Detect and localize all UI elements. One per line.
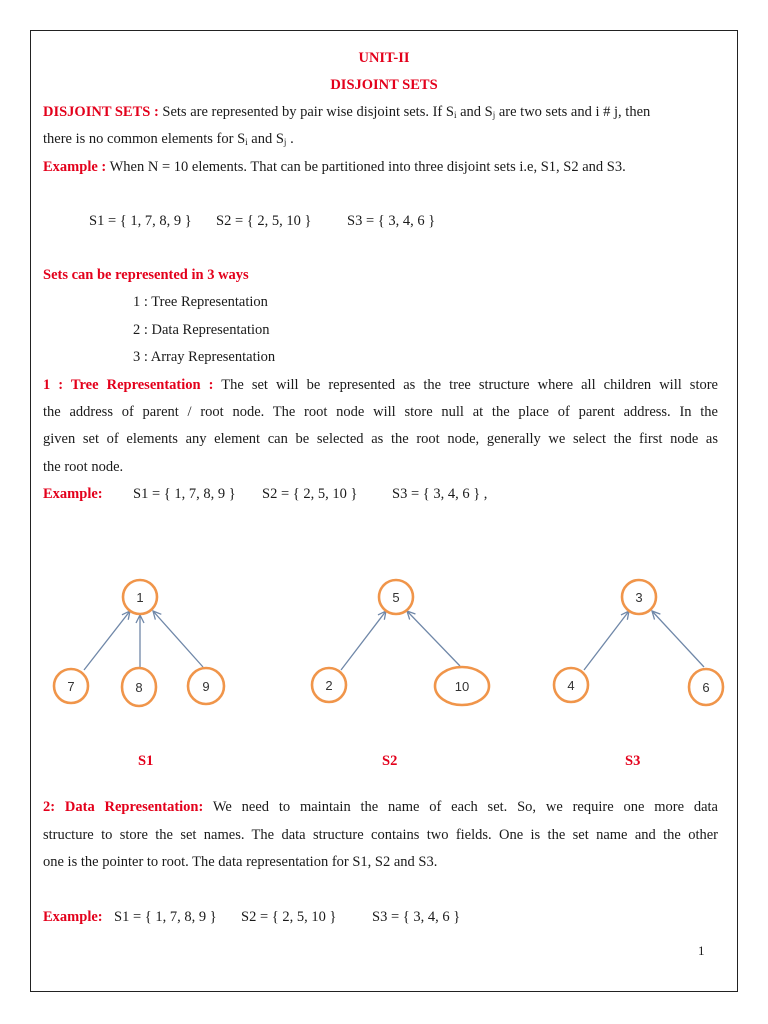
intro-text: . (286, 131, 294, 147)
edge-10-5 (407, 611, 460, 666)
tree-rep-line-4: the root node. (43, 459, 124, 475)
edge-6-3 (652, 611, 704, 667)
tree-s3 (554, 580, 723, 705)
node-label: 3 (635, 590, 643, 605)
tree-rep-text: The set will be represented as the tree structure where all children will store (221, 377, 718, 393)
node-label: 7 (67, 679, 75, 694)
node-label: 8 (135, 680, 143, 695)
example-2-s3: S3 = { 3, 4, 6 } , (392, 486, 488, 502)
set-s1: S1 = { 1, 7, 8, 9 } (89, 213, 192, 229)
set-s3: S3 = { 3, 4, 6 } (347, 213, 436, 229)
tree-s2 (312, 580, 489, 705)
example-3-s1: S1 = { 1, 7, 8, 9 } (114, 909, 217, 925)
tree-rep-line-3: given set of elements any element can be selected as the root node, generally we select the first node as (43, 431, 718, 447)
intro-text: and S (456, 104, 493, 120)
data-rep-line-1 (43, 798, 718, 816)
tree-label-s3: S3 (625, 753, 641, 769)
data-rep-line-2: structure to store the set names. The data structure contains two fields. One is the set name and the other (43, 827, 718, 843)
example-2-s2: S2 = { 2, 5, 10 } (262, 486, 358, 502)
node-label: 10 (454, 679, 470, 694)
edge-9-1 (153, 611, 203, 667)
example-3-label: Example: (43, 909, 103, 925)
ways-item: 1 : Tree Representation (133, 294, 268, 310)
ways-heading: Sets can be represented in 3 ways (43, 267, 249, 283)
tree-label-s2: S2 (382, 753, 398, 769)
subscript: i (245, 137, 248, 147)
example-label: Example : (43, 159, 107, 175)
example-3-s2: S2 = { 2, 5, 10 } (241, 909, 337, 925)
edge-7-1 (84, 611, 130, 670)
edge-4-3 (584, 611, 629, 670)
intro-label: DISJOINT SETS : (43, 104, 159, 120)
example-3-s3: S3 = { 3, 4, 6 } (372, 909, 461, 925)
node-label: 6 (702, 680, 710, 695)
data-rep-line-3: one is the pointer to root. The data representation for S1, S2 and S3. (43, 854, 438, 870)
node-label: 5 (392, 590, 400, 605)
ways-item: 2 : Data Representation (133, 322, 270, 338)
intro-text: and S (247, 131, 284, 147)
tree-rep-line-2: the address of parent / root node. The root node will store null at the place of parent address. In the (43, 404, 718, 420)
node-label: 2 (325, 678, 333, 693)
edge-2-5 (341, 611, 386, 670)
node-label: 9 (202, 679, 210, 694)
node-label: 1 (136, 590, 144, 605)
node-label: 4 (567, 678, 575, 693)
example-text: When N = 10 elements. That can be partitioned into three disjoint sets i.e, S1, S2 and S3. (109, 159, 626, 175)
data-rep-label: 2: Data Representation: (43, 799, 204, 815)
unit-heading: UNIT-II (358, 50, 410, 66)
example-2-s1: S1 = { 1, 7, 8, 9 } (133, 486, 236, 502)
page-title: DISJOINT SETS (330, 77, 438, 93)
intro-text: are two sets and i # j, then (495, 104, 651, 120)
tree-label-s1: S1 (138, 753, 154, 769)
data-rep-text: We need to maintain the name of each set. So, we require one more data (212, 799, 718, 815)
example-2-label: Example: (43, 486, 103, 502)
set-s2: S2 = { 2, 5, 10 } (216, 213, 312, 229)
subscript: i (453, 110, 457, 120)
intro-text: there is no common elements for S (43, 131, 246, 147)
tree-s1 (54, 580, 224, 706)
page-number: 1 (698, 943, 705, 958)
ways-item: 3 : Array Representation (133, 349, 276, 365)
tree-rep-label: 1 : Tree Representation : (43, 377, 214, 393)
intro-text: Sets are represented by pair wise disjoint sets. If S (162, 104, 454, 120)
subscript: j (492, 110, 496, 120)
subscript: j (283, 137, 287, 147)
